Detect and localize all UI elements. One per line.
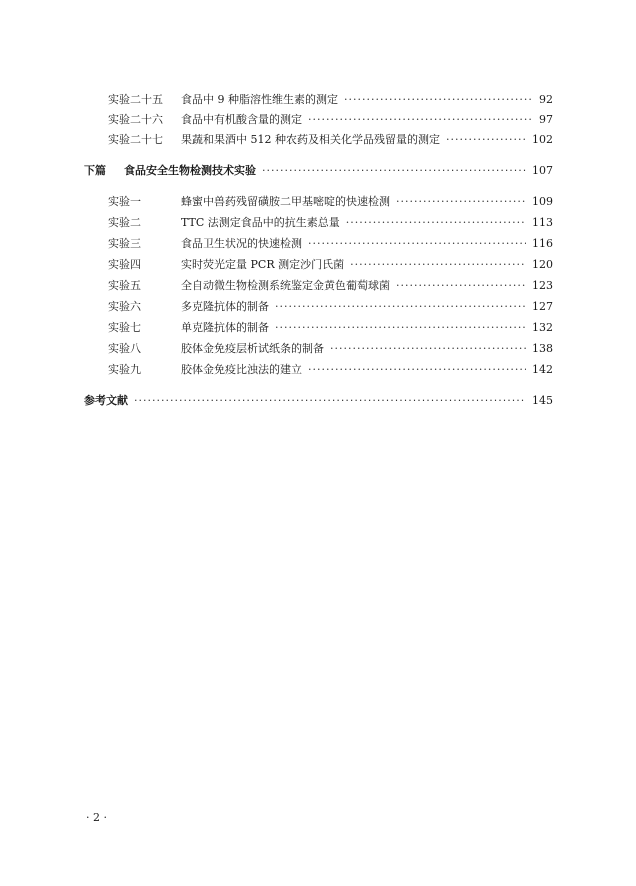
entry-page: 123 xyxy=(532,279,553,292)
entry-page: 116 xyxy=(532,237,553,250)
leader-dots xyxy=(262,163,526,179)
toc-entry-p2-exp5[interactable] xyxy=(108,278,553,294)
toc-entry-p2-exp6[interactable] xyxy=(108,299,553,315)
entry-title: 全自动微生物检测系统鉴定金黄色葡萄球菌 xyxy=(181,279,390,292)
toc-entry-exp26[interactable] xyxy=(108,112,553,128)
entry-label: 实验九 xyxy=(108,363,141,376)
entry-title: TTC 法测定食品中的抗生素总量 xyxy=(181,216,340,229)
leader-dots xyxy=(396,278,526,294)
entry-label: 实验七 xyxy=(108,321,141,334)
toc-entry-p2-exp2[interactable] xyxy=(108,215,553,231)
part-title: 食品安全生物检测技术实验 xyxy=(124,164,256,177)
entry-page: 113 xyxy=(532,216,553,229)
leader-dots xyxy=(308,112,533,128)
entry-label: 实验一 xyxy=(108,195,141,208)
entry-page: 132 xyxy=(532,321,553,334)
leader-dots xyxy=(396,194,526,210)
entry-label: 实验四 xyxy=(108,258,141,271)
toc-entry-p2-exp7[interactable] xyxy=(108,320,553,336)
toc-entry-p2-exp1[interactable] xyxy=(108,194,553,210)
entry-title: 胶体金免疫比浊法的建立 xyxy=(181,363,302,376)
entry-title: 蜂蜜中兽药残留磺胺二甲基嘧啶的快速检测 xyxy=(181,195,390,208)
page-number: · 2 · xyxy=(86,811,107,824)
toc-entry-p2-exp9[interactable] xyxy=(108,362,553,378)
entry-title: 实时荧光定量 PCR 测定沙门氏菌 xyxy=(181,258,345,271)
entry-label: 实验五 xyxy=(108,279,141,292)
entry-title: 食品中有机酸含量的测定 xyxy=(181,113,302,126)
toc-entry-p2-exp8[interactable] xyxy=(108,341,553,357)
toc-entry-exp25[interactable] xyxy=(108,92,553,108)
toc-entry-p2-exp4[interactable] xyxy=(108,257,553,273)
entry-page: 109 xyxy=(532,195,553,208)
entry-title: 食品卫生状况的快速检测 xyxy=(181,237,302,250)
leader-dots xyxy=(446,132,526,148)
part-label: 下篇 xyxy=(84,164,106,177)
entry-title: 单克隆抗体的制备 xyxy=(181,321,269,334)
leader-dots xyxy=(346,215,526,231)
entry-page: 142 xyxy=(532,363,553,376)
entry-page: 92 xyxy=(539,93,553,106)
toc-references[interactable] xyxy=(84,393,553,409)
part-page: 107 xyxy=(532,164,553,177)
entry-label: 实验二十七 xyxy=(108,133,163,146)
entry-page: 127 xyxy=(532,300,553,313)
entry-page: 97 xyxy=(539,113,553,126)
entry-title: 果蔬和果酒中 512 种农药及相关化学品残留量的测定 xyxy=(181,133,440,146)
leader-dots xyxy=(134,393,526,409)
entry-title: 食品中 9 种脂溶性维生素的测定 xyxy=(181,93,338,106)
entry-label: 实验二十六 xyxy=(108,113,163,126)
references-page: 145 xyxy=(532,394,553,407)
leader-dots xyxy=(308,362,526,378)
entry-title: 胶体金免疫层析试纸条的制备 xyxy=(181,342,324,355)
references-title: 参考文献 xyxy=(84,394,128,407)
entry-page: 120 xyxy=(532,258,553,271)
leader-dots xyxy=(275,320,526,336)
leader-dots xyxy=(350,257,526,273)
entry-label: 实验八 xyxy=(108,342,141,355)
toc-part2-heading[interactable] xyxy=(84,163,553,179)
entry-label: 实验二十五 xyxy=(108,93,163,106)
entry-label: 实验三 xyxy=(108,237,141,250)
entry-label: 实验六 xyxy=(108,300,141,313)
entry-label: 实验二 xyxy=(108,216,141,229)
leader-dots xyxy=(308,236,526,252)
entry-page: 102 xyxy=(532,133,553,146)
entry-page: 138 xyxy=(532,342,553,355)
entry-title: 多克隆抗体的制备 xyxy=(181,300,269,313)
toc-entry-exp27[interactable] xyxy=(108,132,553,148)
leader-dots xyxy=(344,92,533,108)
leader-dots xyxy=(330,341,526,357)
leader-dots xyxy=(275,299,526,315)
toc-entry-p2-exp3[interactable] xyxy=(108,236,553,252)
